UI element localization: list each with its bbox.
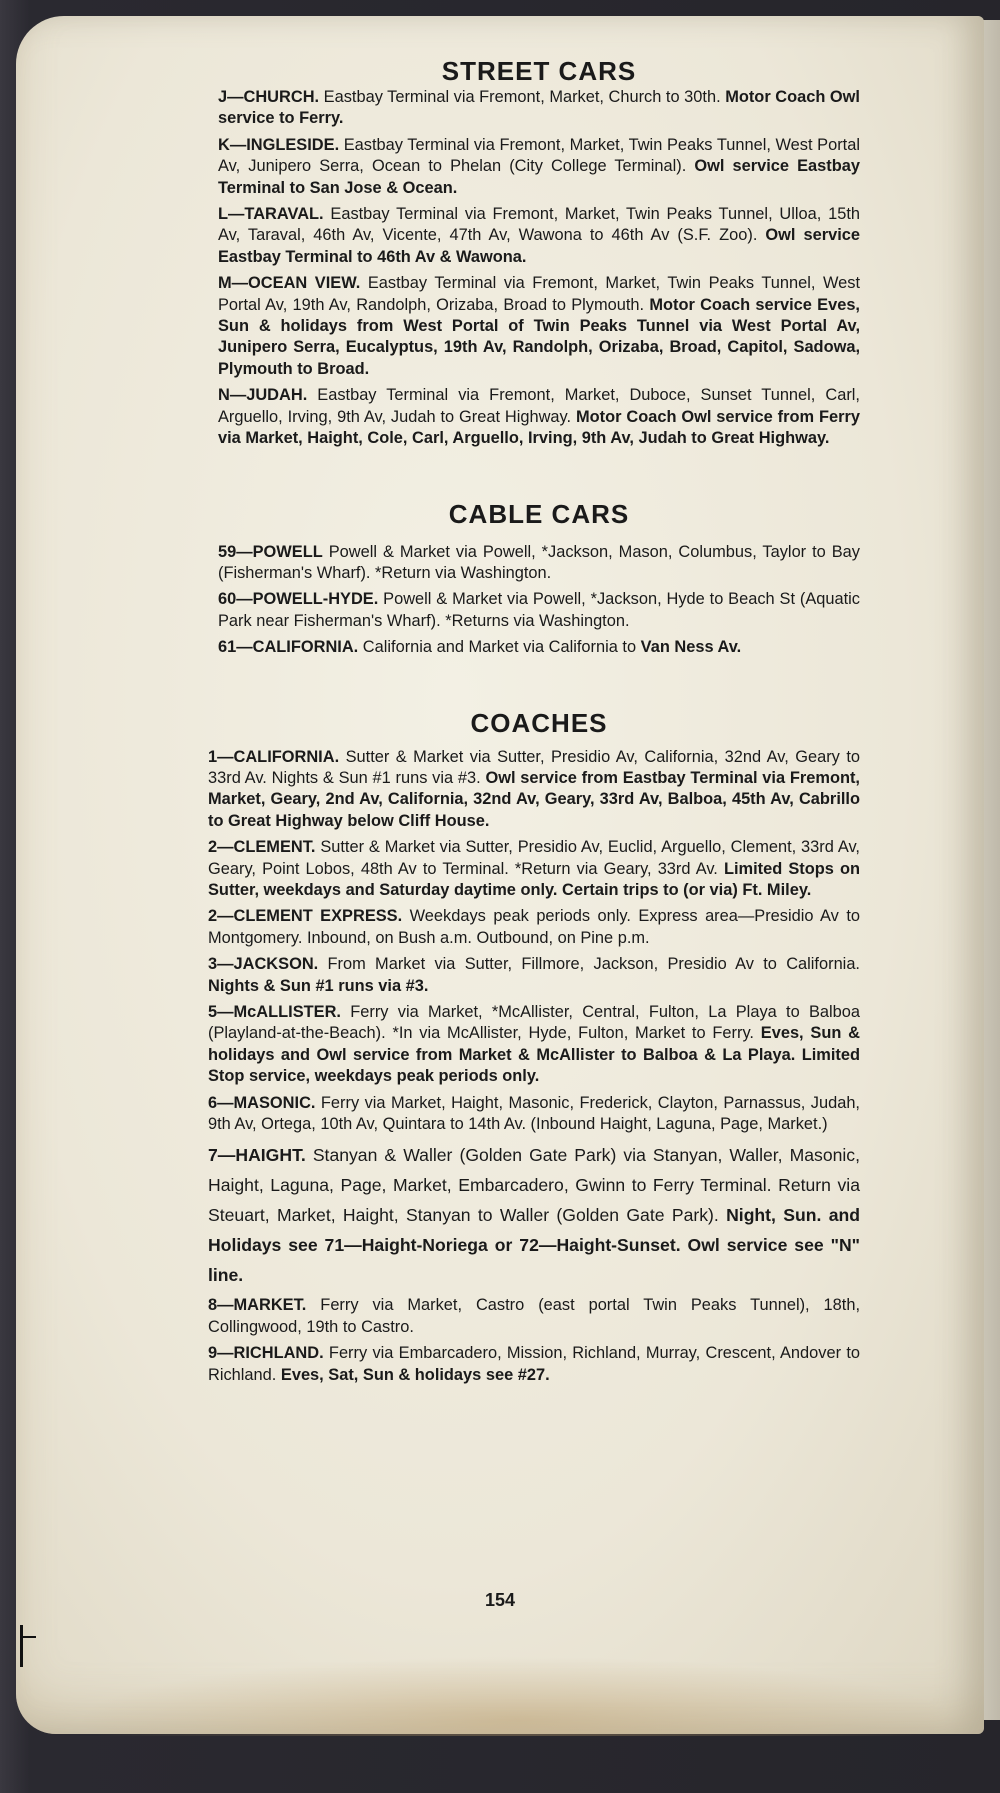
edge-mark	[20, 1625, 23, 1667]
route-entry	[208, 1093, 860, 1136]
route-entry	[218, 87, 860, 130]
street-cars-list	[218, 87, 860, 450]
route-description: Eastbay Terminal via Fremont, Market, Twin Peaks Tunnel, Ulloa, 15th Av, Taraval, 46th Av, Vicente, 47th Av, Wawona to 46th Av (S.F. Zoo).	[218, 205, 860, 245]
route-name: J—CHURCH.	[218, 88, 320, 106]
route-note: Motor Coach Owl service to Ferry.	[218, 88, 860, 128]
route-description: Eastbay Terminal via Fremont, Market, Twin Peaks Tunnel, West Portal Av, 19th Av, Randolph, Orizaba, Broad to Plymouth.	[218, 274, 861, 314]
route-entry	[208, 954, 860, 997]
section-title-coaches: COACHES	[470, 707, 608, 738]
route-name: 3—JACKSON.	[208, 955, 319, 974]
route-name: 2—CLEMENT.	[208, 838, 316, 857]
route-description: Eastbay Terminal via Fremont, Market, Twin Peaks Tunnel, West Portal Av, Junipero Serra, Ocean to Phelan (City College Terminal).	[218, 135, 860, 176]
section-title-street-cars: STREET CARS	[441, 56, 637, 86]
route-name: 61—CALIFORNIA.	[218, 638, 359, 657]
route-entry	[208, 1140, 860, 1290]
route-entry	[218, 542, 860, 585]
route-description: Eastbay Terminal via Fremont, Market, Church to 30th.	[319, 88, 726, 106]
route-note: Owl service Eastbay Terminal to 46th Av & Wawona.	[218, 226, 860, 266]
route-description: Ferry via Market, *McAllister, Central, Fulton, La Playa to Balboa (Playland-at-the-Beach). *In via McAllister, Hyde, Fulton, Market to Ferry.	[208, 1003, 860, 1043]
route-note: Van Ness Av.	[640, 638, 742, 657]
route-name: M—OCEAN VIEW.	[218, 274, 361, 293]
route-note: Limited Stops on Sutter, weekdays and Saturday daytime only. Certain trips to (or via) Ft. Miley.	[208, 859, 860, 899]
route-name: 7—HAIGHT.	[208, 1145, 306, 1166]
section-title-cable-cars: CABLE CARS	[448, 498, 630, 529]
route-note: Eves, Sat, Sun & holidays see #27.	[280, 1365, 550, 1384]
route-name: 5—McALLISTER.	[208, 1003, 341, 1021]
route-note: Owl service Eastbay Terminal to San Jose & Ocean.	[218, 157, 860, 197]
route-entry	[218, 204, 860, 268]
route-description: Eastbay Terminal via Fremont, Market, Duboce, Sunset Tunnel, Carl, Arguello, Irving, 9th Av, Judah to Great Highway.	[218, 386, 860, 426]
route-description: Powell & Market via Powell, *Jackson, Hyde to Beach St (Aquatic Park near Fisherman's Wharf). *Returns via Washington.	[218, 590, 860, 630]
route-note: Motor Coach Owl service from Ferry via Market, Haight, Cole, Carl, Arguello, Irving, 9th Av, Judah to Great Highway.	[218, 407, 860, 448]
route-entry	[208, 837, 860, 901]
coaches-list	[208, 747, 860, 1387]
edge-mark-tick	[22, 1636, 36, 1638]
page-number: 154	[484, 1590, 516, 1610]
route-name: 2—CLEMENT EXPRESS.	[208, 907, 403, 926]
route-description: Ferry via Embarcadero, Mission, Richland, Murray, Crescent, Andover to Richland.	[208, 1344, 860, 1384]
route-name: 6—MASONIC.	[208, 1093, 316, 1112]
route-description: From Market via Sutter, Fillmore, Jackson, Presidio Av to California.	[318, 955, 860, 974]
route-name: 1—CALIFORNIA.	[208, 747, 340, 766]
route-note: Motor Coach service Eves, Sun & holidays from West Portal of Twin Peaks Tunnel via West Portal Av, Junipero Serra, Eucalyptus, 19th Av, Randolph, Orizaba, Broad, Capitol, Sadowa, Plymouth to Broad.	[218, 295, 860, 378]
route-name: N—JUDAH.	[218, 386, 308, 405]
route-entry	[208, 906, 860, 949]
water-stain	[76, 1656, 956, 1736]
route-entry	[218, 637, 860, 658]
route-entry	[208, 1295, 860, 1338]
route-note: Nights & Sun #1 runs via #3.	[208, 976, 429, 995]
route-name: L—TARAVAL.	[218, 205, 324, 224]
route-note: Owl service from Eastbay Terminal via Fremont, Market, Geary, 2nd Av, California, 32nd Av, Geary, 33rd Av, Balboa, 45th Av, Cabrillo to Great Highway below Cliff House.	[208, 768, 860, 830]
route-note: Night, Sun. and Holidays see 71—Haight-Noriega or 72—Haight-Sunset. Owl service see "N" line.	[208, 1205, 860, 1286]
route-entry	[218, 385, 860, 449]
route-description: Sutter & Market via Sutter, Presidio Av, California, 32nd Av, Geary to 33rd Av. Nights & Sun #1 runs via #3.	[208, 747, 860, 787]
route-description: Stanyan & Waller (Golden Gate Park) via Stanyan, Waller, Masonic, Haight, Laguna, Page, Market, Embarcadero, Gwinn to Ferry Terminal. Return via Steuart, Market, Haight, Stanyan to Waller (Golden Gate Park).	[208, 1145, 860, 1226]
cable-cars-list	[218, 542, 860, 659]
route-listing	[208, 56, 861, 1391]
route-note: Eves, Sun & holidays and Owl service from Market & McAllister to Balboa & La Playa. Limited Stop service, weekdays peak periods only.	[208, 1024, 861, 1086]
route-description: Ferry via Market, Haight, Masonic, Frederick, Clayton, Parnassus, Judah, 9th Av, Ortega, 10th Av, Quintara to 14th Av. (Inbound Haight, Laguna, Page, Market.)	[208, 1093, 860, 1134]
route-entry	[208, 1343, 860, 1386]
route-name: 9—RICHLAND.	[208, 1344, 324, 1363]
route-name: 8—MARKET.	[208, 1296, 307, 1315]
route-name: 60—POWELL-HYDE.	[218, 590, 379, 609]
route-name: K—INGLESIDE.	[218, 135, 340, 154]
route-entry	[218, 135, 860, 199]
route-name: 59—POWELL	[218, 542, 323, 561]
route-description: Weekdays peak periods only. Express area—Presidio Av to Montgomery. Inbound, on Bush a.m. Outbound, on Pine p.m.	[208, 907, 860, 947]
route-description: California and Market via California to	[358, 638, 641, 657]
route-entry	[208, 1002, 860, 1088]
route-description: Powell & Market via Powell, *Jackson, Mason, Columbus, Taylor to Bay (Fisherman's Wharf). *Return via Washington.	[218, 542, 860, 582]
route-entry	[218, 589, 860, 632]
route-description: Ferry via Market, Castro (east portal Twin Peaks Tunnel), 18th, Collingwood, 19th to Castro.	[208, 1296, 860, 1336]
route-entry	[208, 747, 860, 833]
route-entry	[218, 273, 860, 380]
route-description: Sutter & Market via Sutter, Presidio Av, Euclid, Arguello, Clement, 33rd Av, Geary, Point Lobos, 48th Av to Terminal. *Return via Geary, 33rd Av.	[208, 838, 860, 878]
